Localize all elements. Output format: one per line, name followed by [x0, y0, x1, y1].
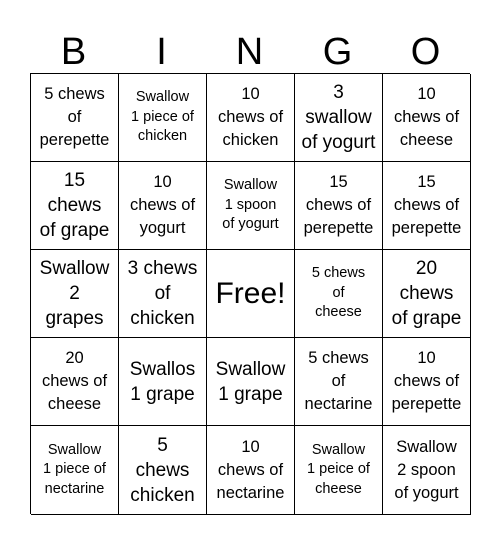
bingo-cell[interactable]: [119, 250, 207, 338]
bingo-cell[interactable]: [119, 162, 207, 250]
cell-text: Swallow 1 spoon of yogurt: [222, 177, 279, 233]
cell-text: 10 chews of nectarine: [216, 437, 285, 502]
bingo-cell[interactable]: [31, 74, 119, 162]
cell-text: 10 chews of perepette: [391, 349, 462, 413]
bingo-grid: [30, 73, 470, 514]
cell-text: 10 chews of chicken: [217, 85, 284, 149]
bingo-cell[interactable]: [295, 426, 383, 515]
bingo-cell[interactable]: [207, 74, 295, 162]
bingo-cell[interactable]: [31, 426, 119, 515]
bingo-cell[interactable]: [295, 338, 383, 426]
cell-text: 15 chews of grape: [39, 170, 110, 241]
cell-text: 3 chews of chicken: [127, 258, 198, 329]
header-letter-n: N: [235, 31, 265, 73]
cell-text: 15 chews of perepette: [303, 173, 374, 237]
bingo-cell[interactable]: [31, 338, 119, 426]
cell-text: Swallow 1 piece of nectarine: [43, 441, 106, 497]
bingo-cell[interactable]: [207, 426, 295, 515]
bingo-cell[interactable]: [383, 338, 471, 426]
cell-text: 5 chews of nectarine: [304, 349, 373, 413]
bingo-cell[interactable]: [207, 162, 295, 250]
header-letter-g: G: [322, 31, 354, 73]
header-letter-i: I: [156, 31, 168, 73]
bingo-cell[interactable]: [295, 74, 383, 162]
bingo-cell[interactable]: [119, 74, 207, 162]
bingo-cell[interactable]: [119, 338, 207, 426]
cell-text: 5 chews chicken: [130, 434, 195, 506]
bingo-cell[interactable]: [295, 250, 383, 338]
bingo-cell[interactable]: [383, 426, 471, 515]
cell-text: Swallow 1 grape: [215, 358, 286, 405]
cell-text: Swallow 2 spoon of yogurt: [394, 437, 459, 502]
cell-text: 5 chews of cheese: [311, 265, 366, 321]
cell-text: Swallow 1 peice of cheese: [307, 441, 370, 497]
cell-text: 15 chews of perepette: [391, 173, 462, 237]
cell-text: 10 chews of cheese: [393, 85, 460, 149]
bingo-cell[interactable]: [383, 74, 471, 162]
bingo-header: [30, 30, 470, 74]
header-letter-b: B: [60, 31, 88, 73]
bingo-cell[interactable]: [383, 250, 471, 338]
cell-text: Swallow 2 grapes: [39, 258, 110, 329]
cell-text: 5 chews of perepette: [39, 85, 110, 149]
cell-text: 20 chews of grape: [391, 258, 462, 329]
cell-text: 10 chews of yogurt: [129, 173, 196, 237]
bingo-cell[interactable]: [383, 162, 471, 250]
bingo-cell[interactable]: [31, 250, 119, 338]
free-space-cell[interactable]: [207, 250, 295, 338]
cell-text: 20 chews of cheese: [41, 349, 108, 413]
bingo-cell[interactable]: [119, 426, 207, 515]
bingo-cell[interactable]: [31, 162, 119, 250]
bingo-cell[interactable]: [295, 162, 383, 250]
cell-text: Swallow 1 piece of chicken: [131, 89, 194, 145]
cell-text: Swallos 1 grape: [129, 358, 196, 405]
bingo-cell[interactable]: [207, 338, 295, 426]
cell-text: 3 swallow of yogurt: [301, 82, 376, 153]
header-letter-o: O: [410, 31, 442, 73]
free-space-text: Free!: [215, 276, 286, 310]
